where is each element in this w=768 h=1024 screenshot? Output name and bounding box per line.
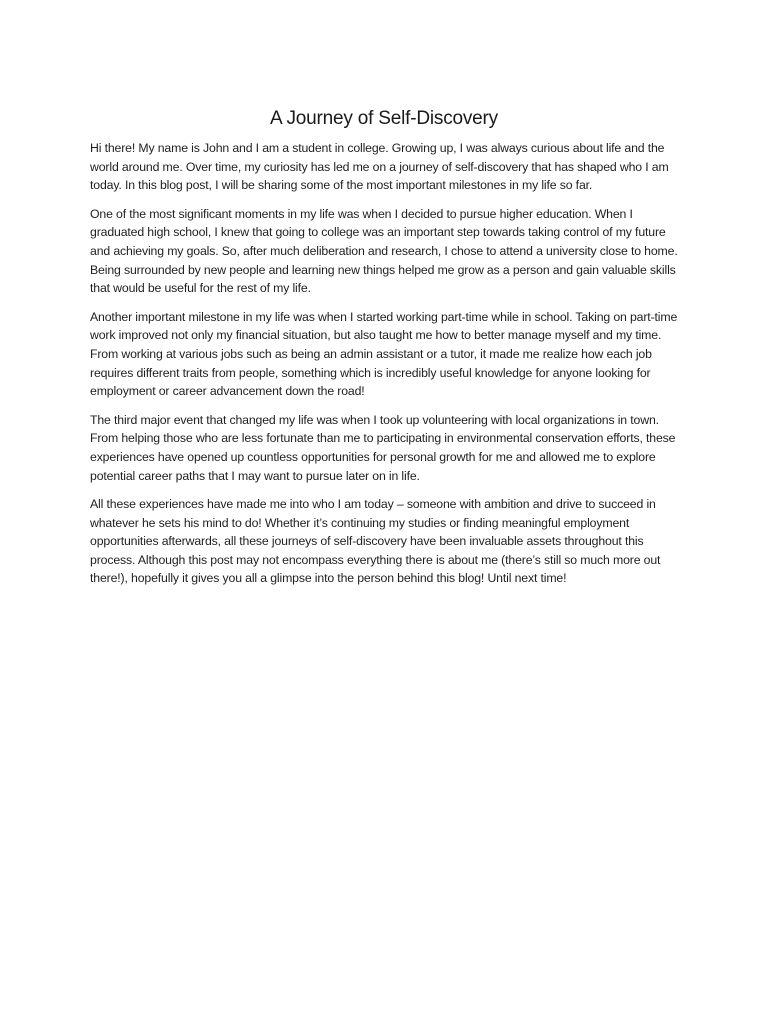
document-title: A Journey of Self-Discovery [270, 108, 498, 129]
document-body [90, 139, 682, 598]
paragraph-volunteering: The third major event that changed my life was when I took up volunteering with local organizations in town. From helping those who are less fortunate than me to participating in environmental conservation efforts, these experiences have opened up countless opportunities for personal growth for me and allowed me to explore potential career paths that I may want to pursue later on in life. [90, 412, 676, 483]
paragraph-intro: Hi there! My name is John and I am a student in college. Growing up, I was always curious about life and the world around me. Over time, my curiosity has led me on a journey of self-discovery that has shaped who I am today. In this blog post, I will be sharing some of the most important milestones in my life so far. [90, 141, 669, 193]
paragraph-conclusion: All these experiences have made me into who I am today – someone with ambition and drive to succeed in whatever he sets his mind to do! Whether it’s continuing my studies or finding meaningful employment opportunities afterwards, all these journeys of self-discovery have been invaluable assets throughout this process. Although this post may not encompass everything there is about me (there’s still so much more out there!), hopefully it gives you all a glimpse into the person behind this blog! Until next time! [90, 497, 661, 586]
paragraph-work: Another important milestone in my life was when I started working part-time while in school. Taking on part-time work improved not only my financial situation, but also taught me how to better manage myself and my time. From working at various jobs such as being an admin assistant or a tutor, it made me realize how each job requires different traits from people, something which is incredibly useful knowledge for anyone looking for employment or career advancement down the road! [90, 309, 678, 399]
paragraph-education: One of the most significant moments in my life was when I decided to pursue higher education. When I graduated high school, I knew that going to college was an important step towards taking control of my future and achieving my goals. So, after much deliberation and research, I chose to attend a university close to home. Being surrounded by new people and learning new things helped me grow as a person and gain valuable skills that would be useful for the rest of my life. [90, 206, 678, 296]
